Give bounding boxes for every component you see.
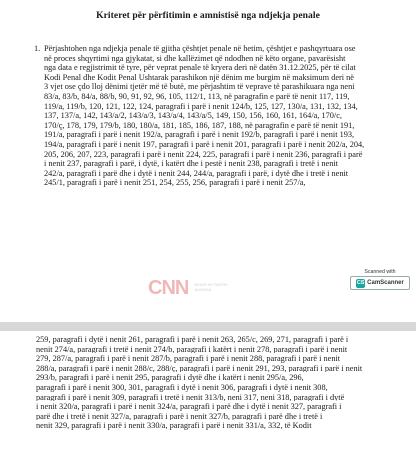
page-2-body xyxy=(36,334,385,430)
text-line: 259, paragrafi i dytë i nenit 261, paragrafi i parë i nenit 263, 265/c, 269, 271, paragrafi i parë i xyxy=(36,335,349,344)
list-item xyxy=(36,44,382,188)
camscanner-name: CamScanner xyxy=(367,280,404,286)
page-1-body xyxy=(36,44,382,188)
text-line: nenit 274/a, paragrafi i tretë i nenit 274/b, paragrafi i katërt i nenit 278, paragrafi i parë i nenit xyxy=(36,344,348,354)
document-title: Kriteret për përfitimin e amnistisë nga ndjekja penale xyxy=(96,10,320,21)
item-number: 1. xyxy=(34,44,41,53)
text-line: 83/a, 83/b, 84/a, 88/b, 90, 91, 92, 96, 105, 112/1, 113, në paragrafin e parë të nenit 117, 119, xyxy=(44,91,350,101)
text-line: paragrafi i parë i nenit 300, 301, paragrafi i dytë i nenit 306, paragrafi i dytë i nenit 308, xyxy=(36,382,328,392)
text-line: parë dhe i tretë i nenit 327/a, paragrafi i parë i nenit 327/b, paragrafi i parë dhe i tretë i xyxy=(36,411,323,421)
text-line: i nenit 320/a, paragrafi i parë i nenit 324/a, paragrafi i parë dhe i dytë i nenit 327, paragrafi i xyxy=(36,402,342,411)
text-line: 3 vjet ose çdo lloj dënimi tjetër më të butë, me përjashtim të veprave të parashikuara nga neni xyxy=(44,82,355,92)
text-line: 170/ç, 178, 179, 179/b, 180, 180/a, 181, 185, 186, 187, 188, në paragrafin e parë të nenit 191, xyxy=(44,120,355,130)
text-line: 293/b, paragrafi i parë i nenit 295, paragrafi i dytë dhe i katërt i nenit 295/a, 296, xyxy=(36,373,304,382)
text-line: 194/a, paragrafi i parë i nenit 197, paragrafi i parë i nenit 201, paragrafi i parë i nenit 202/a, 204, xyxy=(44,139,365,149)
scanned-with-caption: Scanned with xyxy=(364,269,396,275)
text-line: 288/a, paragrafi i parë i nenit 288/c, 288/ç, paragrafi i parë i nenit 291, 293, paragrafi i parë i nenit xyxy=(36,363,363,373)
camscanner-logo xyxy=(350,276,410,290)
text-line: 245/1, paragrafi i parë i nenit 251, 254, 255, 256, paragrafi i parë i nenit 257/a, xyxy=(44,178,306,188)
text-line: nenit 329, paragrafi i parë i nenit 330/a, paragrafi i parë i nenit 331/a, 332, të Kodit xyxy=(36,421,312,430)
cnn-watermark xyxy=(148,268,278,308)
page-separator xyxy=(0,322,416,331)
text-line: Përjashtohen nga ndjekja penale të gjitha çështjet penale në hetim, çështjet e pashqyrtuara ose xyxy=(44,44,356,53)
camscanner-badge xyxy=(350,269,410,293)
text-line: 279, 287/a, paragrafi i parë i nenit 287/b, paragrafi i parë i nenit 288, paragrafi i parë i nenit xyxy=(36,354,341,363)
text-line: i nenit 237, paragrafi i parë, i dytë, i katërt dhe i pestë i nenit 238, paragrafi i tretë i nenit xyxy=(44,159,338,169)
camscanner-icon: CS xyxy=(356,280,365,286)
text-line: Kodi Penal dhe Kodit Penal Ushtarak parashikon një dënim me burgim në maksimum deri në xyxy=(44,72,354,82)
text-line: 119/a, 119/b, 120, 121, 122, 124, paragrafi i parë i nenit 124/b, 125, 127, 130/a, 131, 132, 134, xyxy=(44,101,358,111)
text-line: 191/a, paragrafi i parë i nenit 192/a, paragrafi i parë i nenit 192/b, paragrafi i parë i nenit 193, xyxy=(44,130,355,140)
cnn-watermark-subtitle: NEWS NETWORK ALBANIA xyxy=(194,282,228,292)
text-line: 242/a, paragrafi i parë dhe i dytë i nenit 244, 244/a, paragrafi i parë, i dytë dhe i tretë i nenit xyxy=(44,168,349,178)
text-line: në proces shqyrtimi nga gjykatat, si dhe kallëzimet që ndodhen në këto organe, pavarësisht xyxy=(44,53,346,63)
text-line: 205, 206, 207, 223, paragrafi i parë i nenit 224, 225, paragrafi i parë i nenit 236, paragrafi i parë xyxy=(44,149,363,159)
text-line: paragrafi i parë i nenit 309, paragrafi i tretë i nenit 313/b, neni 317, neni 318, paragrafi i dytë xyxy=(36,392,345,402)
text-line: 137, 137/a, 142, 143/a/2, 143/a/3, 143/a/4, 143/a/5, 149, 150, 156, 160, 161, 164/a, 170/c, xyxy=(44,111,342,121)
text-line: nga data e regjistrimit të tyre, për veprat penale të kryera deri në datën 31.12.2025, për të cilat xyxy=(44,63,356,73)
item-text xyxy=(44,44,382,188)
cnn-logo-icon: CNN xyxy=(148,277,189,299)
